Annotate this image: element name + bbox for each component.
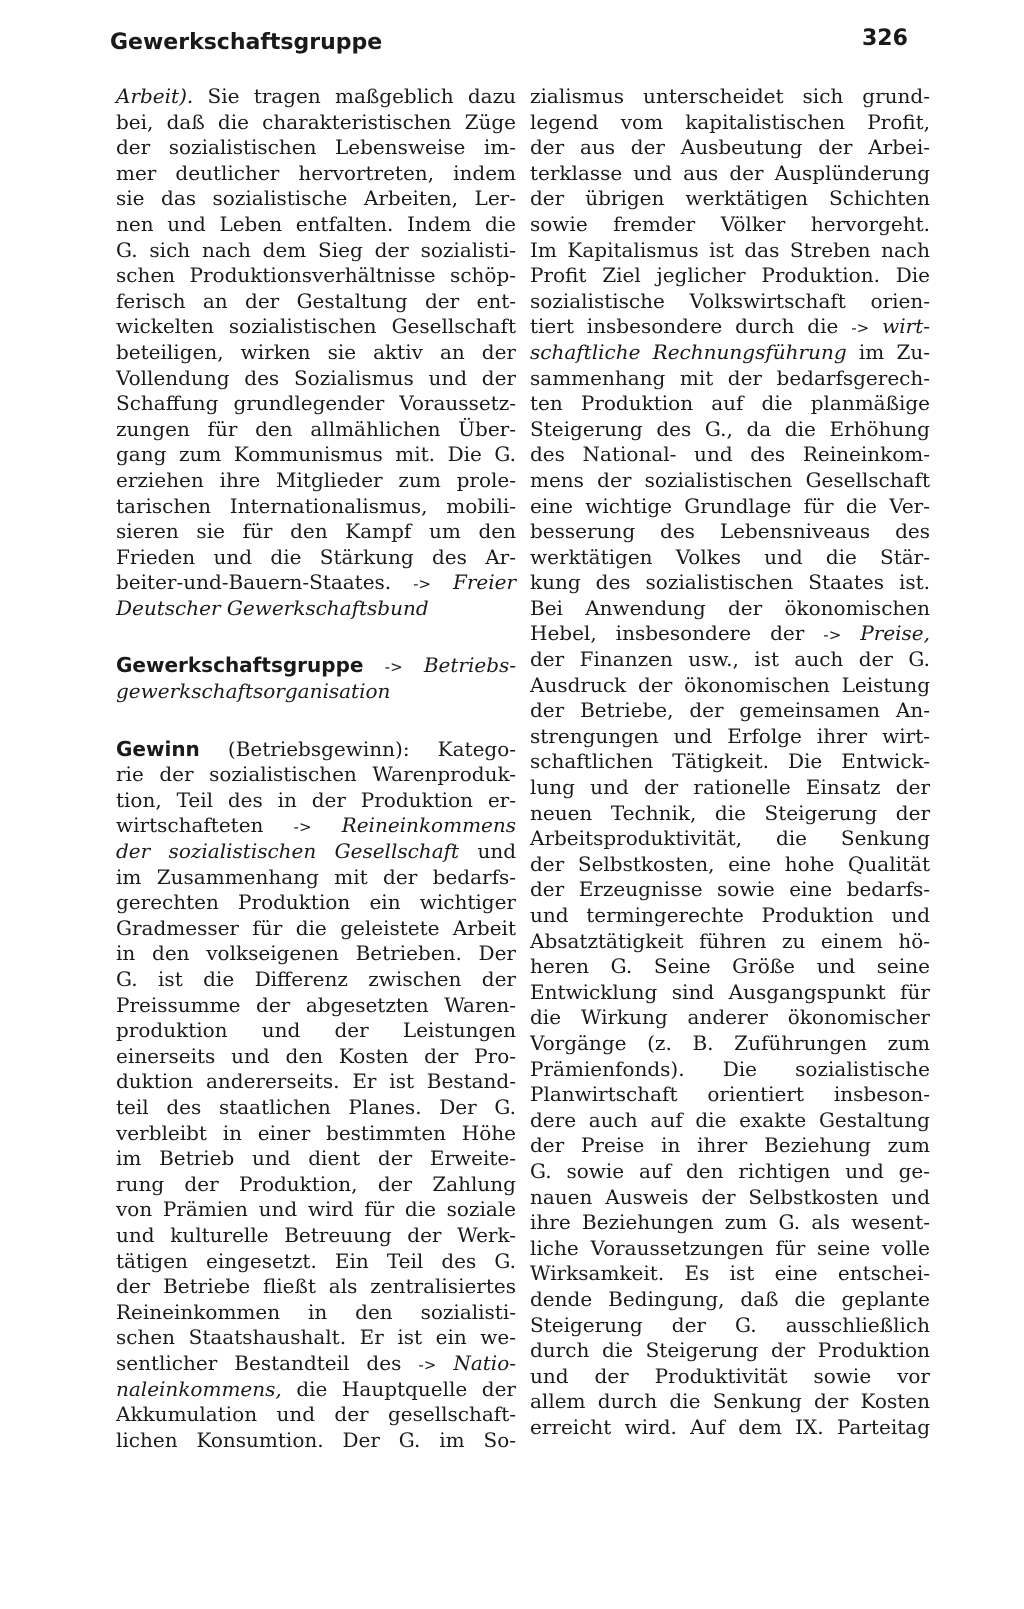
cross-reference-link[interactable]: Freier (452, 570, 517, 595)
text-line: der Preise in ihrer Beziehung zum (530, 1133, 930, 1158)
text-line (116, 596, 516, 622)
text-line: zungen für den allmählichen Über- (116, 416, 516, 441)
text-line: G. sowie auf den richtigen und ge- (530, 1158, 930, 1183)
text-line: und termingerechte Produktion und (530, 903, 930, 927)
text-line: beiter-und-Bauern-Staates. -> Freier (116, 570, 517, 595)
text-line: durch die Steigerung der Produktion (530, 1338, 930, 1363)
text-line: gerechten Produktion ein wichtiger (116, 890, 516, 915)
text-line: Schaffung grundlegender Voraussetz- (116, 391, 516, 416)
text-line: tion, Teil des in der Produktion er- (116, 787, 516, 812)
entry-heading-line (116, 653, 516, 679)
text-line: der Selbstkosten, eine hohe Qualität (530, 851, 930, 876)
text-line: neuen Technik, die Steigerung der (530, 800, 930, 825)
cross-reference-link[interactable]: Reineinkommens (341, 813, 517, 838)
text-line: terklasse und aus der Ausplünderung (530, 160, 930, 185)
text-line: wirtschafteten -> Reineinkommens (116, 813, 517, 838)
text-line: bei, daß die charakteristischen Züge (116, 109, 516, 134)
text-line: der Erzeugnisse sowie eine bedarfs- (530, 877, 930, 902)
text-line: G. ist die Differenz zwischen der (116, 967, 516, 991)
text-line: nen und Leben entfalten. Indem die (116, 211, 516, 236)
text-line: schen Staatshaushalt. Er ist ein we- (116, 1325, 516, 1350)
text-line: strengungen und Erfolge ihrer wirt- (530, 723, 930, 748)
text-line: sammenhang mit der bedarfsgerech- (530, 365, 930, 390)
text-line: mer deutlicher hervortreten, indem (116, 160, 516, 185)
cross-reference-arrow-icon: -> (823, 626, 842, 645)
text-line: schen Produktionsverhältnisse schöp- (116, 263, 516, 288)
running-head: Gewerkschaftsgruppe (110, 30, 383, 55)
text-line: Profit Ziel jeglicher Produktion. Die (530, 263, 930, 288)
text-line: heren G. Seine Größe und seine (530, 954, 930, 979)
text-line: der sozialistischen Lebensweise im- (116, 135, 516, 160)
text-line: rie der sozialistischen Warenproduk- (116, 762, 516, 787)
text-line: Arbeitsproduktivität, die Senkung (530, 826, 930, 851)
text-line: Vorgänge (z. B. Zuführungen zum (530, 1030, 930, 1055)
cross-reference-link[interactable]: Betriebs- (423, 653, 517, 678)
text-line: mens der sozialistischen Gesellschaft (530, 467, 930, 492)
text-line: sentlicher Bestandteil des -> Natio- (116, 1350, 516, 1375)
cross-reference-link[interactable]: wirt- (882, 314, 931, 339)
text-line: von Prämien und wird für die soziale (116, 1197, 516, 1222)
text-line: naleinkommens, die Hauptquelle der (116, 1376, 516, 1401)
text-line: sieren sie für den Kampf um den (116, 519, 516, 544)
text-line: tätigen eingesetzt. Ein Teil des G. (116, 1248, 516, 1273)
text-line: schaftlichen Tätigkeit. Die Entwick- (530, 749, 930, 774)
page-number: 326 (862, 26, 908, 51)
text-line: teil des staatlichen Planes. Der G. (116, 1094, 516, 1119)
text-line: tarischen Internationalismus, mobili- (116, 493, 516, 518)
cross-reference-arrow-icon: -> (418, 1355, 437, 1374)
cross-reference-arrow-icon: -> (851, 319, 870, 338)
text-line: beteiligen, wirken sie aktiv an der (116, 339, 516, 364)
text-line: Gradmesser für die geleistete Arbeit (116, 915, 516, 940)
text-line: Planwirtschaft orientiert insbeson- (530, 1082, 930, 1107)
text-line: dende Bedingung, daß die geplante (530, 1286, 930, 1311)
paragraph-gap (116, 621, 516, 653)
text-line: erziehen ihre Mitglieder zum prole- (116, 467, 516, 492)
text-line: des National- und des Reineinkom- (530, 442, 930, 467)
text-line: und der Produktivität sowie vor (530, 1363, 930, 1388)
text-line: der übrigen werktätigen Schichten (530, 186, 930, 211)
text-line: und kulturelle Betreuung der Werk- (116, 1222, 516, 1247)
text-line: Reineinkommen in den sozialisti- (116, 1299, 516, 1324)
cross-reference-link[interactable]: naleinkommens, (116, 1376, 282, 1401)
entry-heading-line: Gewinn (Betriebsgewinn): Katego- (116, 736, 517, 761)
text-line: der sozialistischen Gesellschaft und (116, 839, 517, 864)
text-line: rung der Produktion, der Zahlung (116, 1171, 516, 1196)
text-line: lichen Konsumtion. Der G. im So- (116, 1427, 516, 1452)
text-line: die Wirkung anderer ökonomischer (530, 1005, 930, 1030)
text-line: allem durch die Senkung der Kosten (530, 1389, 930, 1414)
text-line: im Zusammenhang mit der bedarfs- (116, 864, 516, 889)
text-line: Steigerung des G., da die Erhöhung (530, 416, 930, 441)
text-line: erreicht wird. Auf dem IX. Parteitag (530, 1414, 930, 1439)
text-line: sowie fremder Völker hervorgeht. (530, 211, 930, 236)
text-line: der Finanzen usw., ist auch der G. (530, 647, 930, 672)
text-line: liche Voraussetzungen für seine volle (530, 1235, 930, 1260)
text-line: Prämienfonds). Die sozialistische (530, 1056, 930, 1081)
italic-text: Arbeit). (116, 84, 194, 108)
text-line: besserung des Lebensniveaus des (530, 519, 930, 544)
text-line: schaftliche Rechnungsführung im Zu- (530, 339, 930, 364)
text-line: gang zum Kommunismus mit. Die G. (116, 442, 516, 467)
text-line: ferisch an der Gestaltung der ent- (116, 288, 516, 313)
text-line: in den volkseigenen Betrieben. Der (116, 941, 516, 966)
text-line: Hebel, insbesondere der -> Preise, (530, 621, 931, 646)
text-line: wickelten sozialistischen Gesellschaft (116, 314, 516, 339)
right-column (530, 84, 930, 1440)
text-line: sozialistische Volkswirtschaft orien- (530, 288, 930, 313)
text-line: produktion und der Leistungen (116, 1018, 516, 1043)
cross-reference-link[interactable]: gewerkschaftsorganisation (116, 679, 391, 704)
text-line: eine wichtige Grundlage für die Ver- (530, 493, 930, 518)
text-line: zialismus unterscheidet sich grund- (530, 84, 930, 108)
text-line: Preissumme der abgesetzten Waren- (116, 992, 516, 1017)
text-line: ihre Beziehungen zum G. als wesent- (530, 1210, 930, 1235)
entry-headword: Gewinn (116, 736, 200, 761)
text-line (116, 679, 516, 705)
text-line: werktätigen Volkes und die Stär- (530, 544, 930, 569)
cross-reference-arrow-icon: -> (293, 818, 312, 837)
cross-reference-link[interactable]: der sozialistischen Gesellschaft (116, 839, 460, 864)
entry-headword: Gewerkschaftsgruppe (116, 653, 364, 678)
text-line: ten Produktion auf die planmäßige (530, 391, 930, 416)
cross-reference-link[interactable]: schaftliche Rechnungsführung (530, 339, 847, 364)
text-line: Ausdruck der ökonomischen Leistung (530, 672, 930, 697)
text-line: Frieden und die Stärkung des Ar- (116, 544, 516, 569)
text-line: Wirksamkeit. Es ist eine entschei- (530, 1261, 930, 1286)
left-column (116, 84, 516, 1453)
text-line: Im Kapitalismus ist das Streben nach (530, 237, 930, 262)
text-line: der Betriebe, der gemeinsamen An- (530, 698, 930, 723)
text-line: dere auch auf die exakte Gestaltung (530, 1107, 930, 1132)
text-line: verbleibt in einer bestimmten Höhe (116, 1120, 516, 1145)
paragraph-gap (116, 705, 516, 737)
text-line: G. sich nach dem Sieg der sozialisti- (116, 237, 516, 262)
cross-reference-arrow-icon: -> (384, 658, 403, 677)
text-line: sie das sozialistische Arbeiten, Ler- (116, 186, 516, 211)
text-line: Entwicklung sind Ausgangspunkt für (530, 979, 930, 1004)
text-line: Akkumulation und der gesellschaft- (116, 1402, 516, 1427)
text-line: einerseits und den Kosten der Pro- (116, 1043, 516, 1068)
cross-reference-link[interactable]: Preise, (860, 621, 931, 646)
text-line: lung und der rationelle Einsatz der (530, 775, 930, 800)
cross-reference-link[interactable]: Natio- (453, 1350, 516, 1375)
text-line: Absatztätigkeit führen zu einem hö- (530, 928, 930, 953)
text-line: duktion andererseits. Er ist Bestand- (116, 1069, 516, 1094)
text-line: der Betriebe fließt als zentralisiertes (116, 1274, 516, 1299)
text-line: im Betrieb und dient der Erweite- (116, 1146, 516, 1171)
text-line: Bei Anwendung der ökonomischen (530, 595, 930, 620)
text-line: legend vom kapitalistischen Profit, (530, 109, 930, 134)
text-line: Arbeit). Sie tragen maßgeblich dazu (116, 84, 516, 108)
text-line: der aus der Ausbeutung der Arbei- (530, 135, 930, 160)
text-line: Vollendung des Sozialismus und der (116, 365, 516, 390)
text-line: kung des sozialistischen Staates ist. (530, 570, 930, 595)
text-line: Steigerung der G. ausschließlich (530, 1312, 930, 1337)
cross-reference-arrow-icon: -> (413, 575, 432, 594)
text-line: nauen Ausweis der Selbstkosten und (530, 1184, 930, 1209)
cross-reference-link[interactable]: Deutscher Gewerkschaftsbund (116, 595, 429, 620)
text-line: tiert insbesondere durch die -> wirt- (530, 314, 931, 339)
